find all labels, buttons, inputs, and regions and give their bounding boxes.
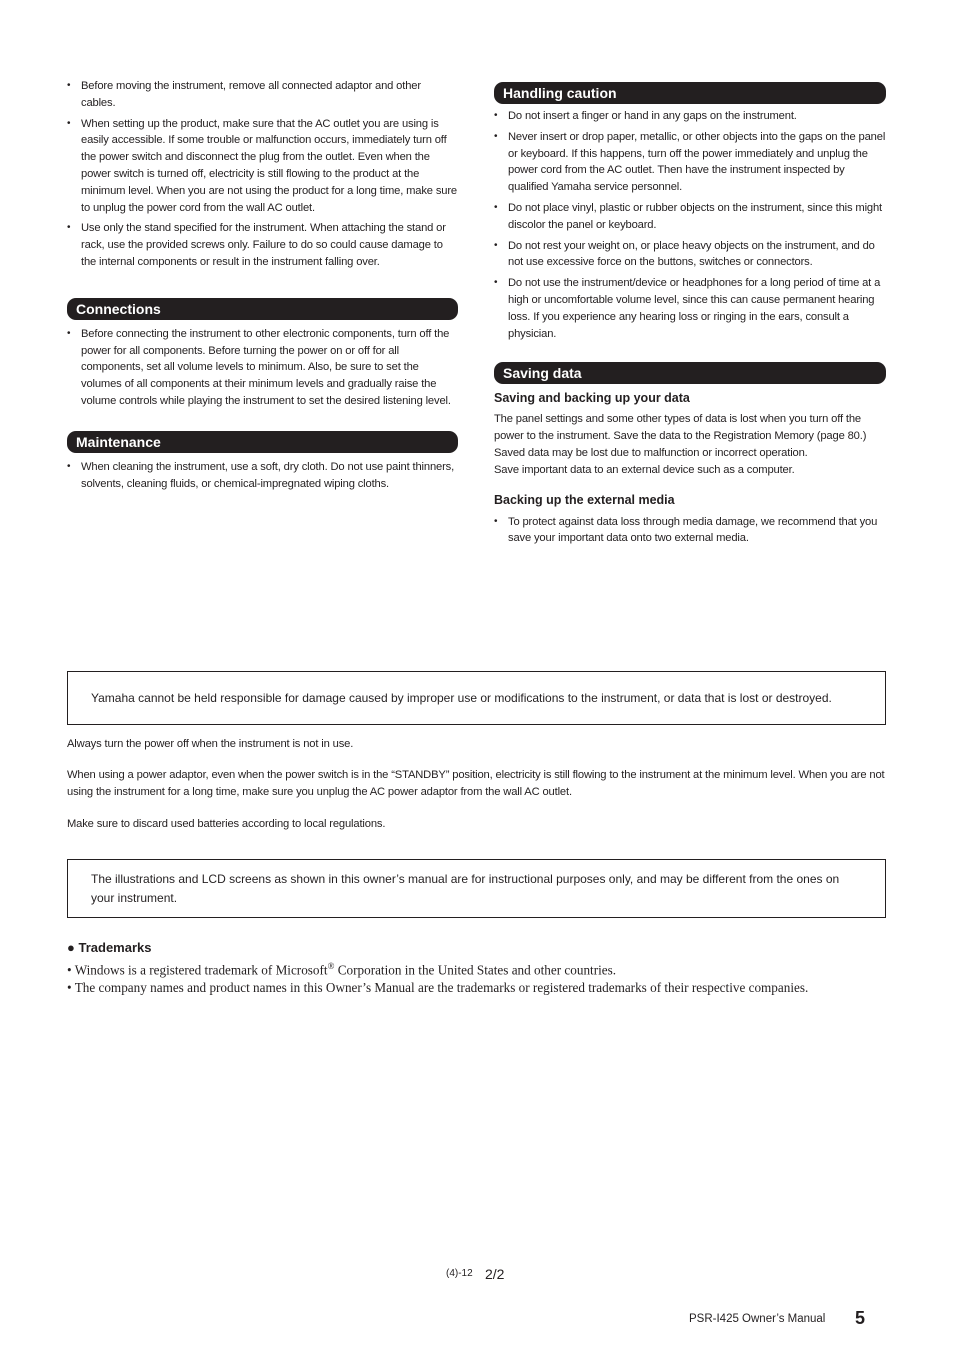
bullet-item: • Do not use the instrument/device or headphones for a long period of time at a high or uncomfortable volume level, since this can cause permanent hearing loss. If you experience any hearing loss or ringing in the ears, consult a physician. [494,275,886,342]
trademarks-section [67,940,897,997]
footer-page-fraction: 2/2 [485,1266,505,1282]
section-header-handling-caution: Handling caution [494,82,886,104]
filled-circle-icon: ● [67,940,75,955]
illustration-disclaimer-box [67,859,886,918]
illustration-disclaimer-text: The illustrations and LCD screens as shown in this owner’s manual are for instructional purposes only, and may be different from the ones on your instrument. [91,872,840,905]
disclaimer-box [67,671,886,725]
bullet-item: • Before connecting the instrument to other electronic components, turn off the power for all components. Before turning the power on or off for all components, set all volume levels to minimum. Also, be sure to set the volumes of all components at their minimum levels and gradually raise the volume controls while playing the instrument to set the desired listening level. [67,326,458,410]
bullet-item: • When cleaning the instrument, use a soft, dry cloth. Do not use paint thinners, solvents, cleaning fluids, or chemical-impregnated wiping cloths. [67,459,458,493]
note-batteries: Make sure to discard used batteries according to local regulations. [67,818,386,830]
trademarks-heading [67,940,897,956]
trademarks-title: Trademarks [78,940,152,955]
section-header-maintenance: Maintenance [67,431,458,453]
page-number: 5 [855,1308,866,1328]
trademark-text: The company names and product names in this Owner’s Manual are the trademarks or registered trademarks of their respective companies. [74,980,809,996]
handling-bullet-list [494,108,886,342]
trademark-item: • Windows is a registered trademark of Microsoft® Corporation in the United States and other countries. [67,961,617,978]
bullet-item: • Never insert or drop paper, metallic, or other objects into the gaps on the panel or keyboard. If this happens, turn off the power immediately and unplug the power cord from the AC outlet. Then have the instrument inspected by qualified Yamaha service personnel. [494,129,886,196]
bullet-item: • Use only the stand specified for the instrument. When attaching the stand or rack, use the provided screws only. Failure to do so could cause damage to the internal components or result in the instrument falling over. [67,220,458,270]
disclaimer-text: Yamaha cannot be held responsible for damage caused by improper use or modifications to the instrument, or data that is lost or destroyed. [91,691,832,705]
backing-bullet-list [494,514,886,548]
bullet-item: • To protect against data loss through media damage, we recommend that you save your important data onto two external media. [494,514,886,548]
intro-bullet-list [67,78,458,271]
subheading-saving-backing: Saving and backing up your data [494,391,690,406]
saving-paragraph-line: Save important data to an external device such as a computer. [494,463,795,476]
maintenance-bullet-list [67,459,458,493]
footer-manual-title: PSR-I425 Owner’s Manual [689,1313,826,1325]
registered-mark: ® [327,961,335,971]
saving-paragraph-line: Saved data may be lost due to malfunction or incorrect operation. [494,446,808,459]
note-power-adaptor: When using a power adaptor, even when the power switch is in the “STANDBY” position, electricity is still flowing to the instrument at the minimum level. When you are not using the instrument for a long time, make sure you unplug the AC power adaptor from the wall AC outlet. [67,769,885,798]
right-column [494,82,886,551]
trademarks-list [67,957,897,997]
trademark-item: • The company names and product names in this Owner’s Manual are the trademarks or registered trademarks of their respective companies. [67,980,809,996]
left-column [67,78,458,496]
bullet-item: • Do not rest your weight on, or place heavy objects on the instrument, and do not use excessive force on the buttons, switches or connectors. [494,238,886,272]
section-header-connections: Connections [67,298,458,320]
trademark-text: Windows is a registered trademark of Microsoft [74,962,328,978]
section-header-saving-data: Saving data [494,362,886,384]
footer-code: (4)-12 [446,1268,473,1279]
trademark-text: Corporation in the United States and other countries. [334,962,617,978]
bullet-item: • When setting up the product, make sure that the AC outlet you are using is easily accessible. If some trouble or malfunction occurs, immediately turn off the power switch and disconnect the plug from the outlet. Even when the power switch is turned off, electricity is still flowing to the product at the minimum level. When you are not using the product for a long time, make sure to unplug the power cord from the wall AC outlet. [67,116,458,217]
subheading-backing-external: Backing up the external media [494,492,675,507]
connections-bullet-list [67,326,458,410]
saving-paragraph-line: The panel settings and some other types of data is lost when you turn off the power to the instrument. Save the data to the Registration Memory (page 80.) [494,413,867,443]
bullet-item: • Do not place vinyl, plastic or rubber objects on the instrument, since this might discolor the panel or keyboard. [494,200,886,234]
note-power-off: Always turn the power off when the instrument is not in use. [67,738,354,750]
bullet-item: • Before moving the instrument, remove all connected adaptor and other cables. [67,78,458,112]
bullet-item: • Do not insert a finger or hand in any gaps on the instrument. [494,108,886,125]
